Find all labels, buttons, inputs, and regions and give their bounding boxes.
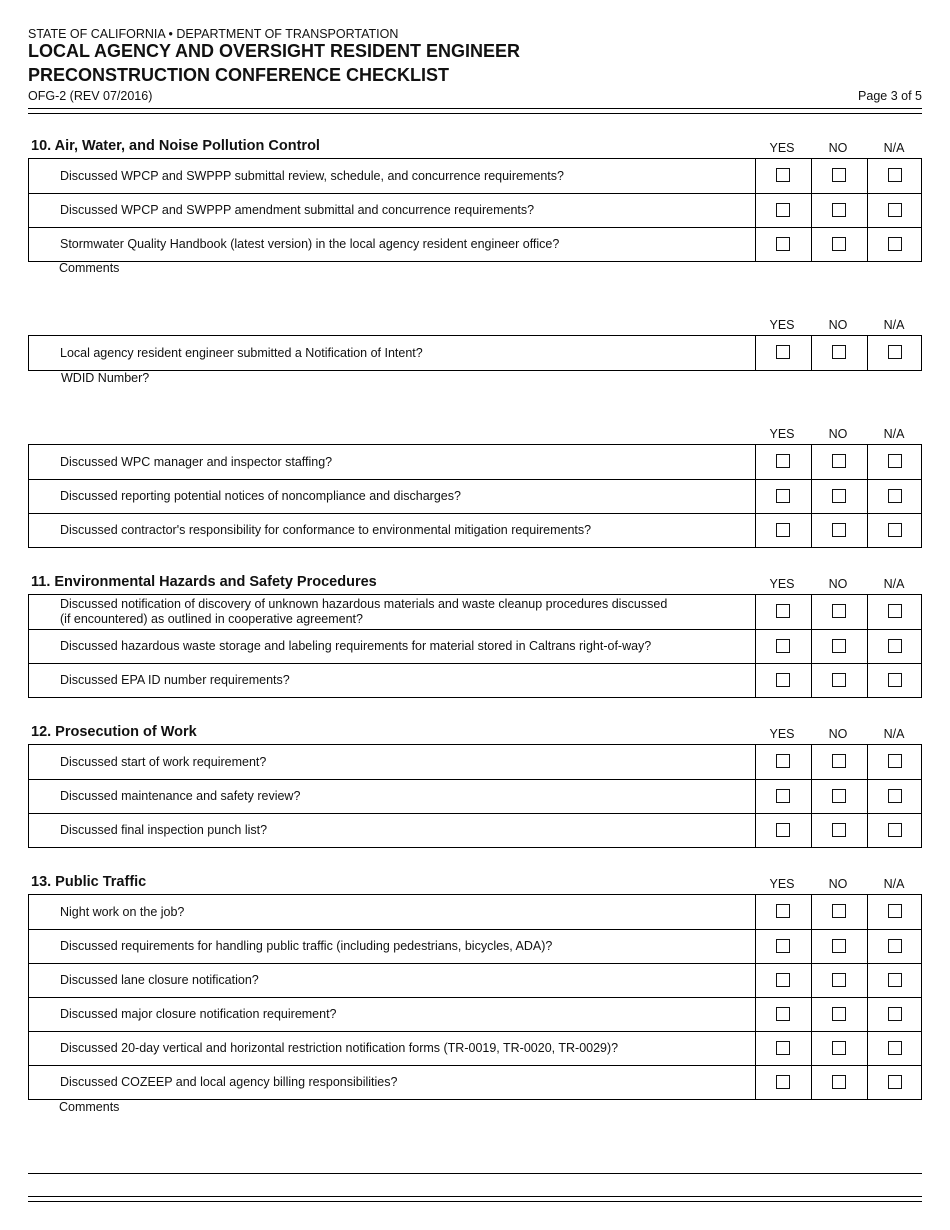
no-cell (811, 964, 867, 997)
no-cell (811, 194, 867, 227)
yes-cell (755, 514, 811, 547)
no-cell (811, 814, 867, 847)
no-checkbox[interactable] (832, 523, 846, 537)
checklist-row (29, 159, 921, 193)
section-title: 13. Public Traffic (31, 874, 147, 890)
no-cell (811, 336, 867, 370)
question-text: Discussed 20-day vertical and horizontal restriction notification forms (TR-0019, TR-0020, TR-0029)? (60, 1041, 619, 1055)
question-text: Discussed major closure notification requirement? (60, 1007, 337, 1021)
checklist-row (29, 479, 921, 513)
na-cell (867, 514, 923, 547)
na-checkbox[interactable] (888, 904, 902, 918)
na-cell (867, 930, 923, 963)
na-cell (867, 780, 923, 813)
na-checkbox[interactable] (888, 1007, 902, 1021)
no-checkbox[interactable] (832, 904, 846, 918)
yes-checkbox[interactable] (776, 1075, 790, 1089)
no-cell (811, 998, 867, 1031)
comments-label: Comments (59, 1100, 120, 1114)
question-text: Night work on the job? (60, 904, 185, 919)
na-cell (867, 445, 923, 479)
yes-checkbox[interactable] (776, 973, 790, 987)
yes-checkbox[interactable] (776, 673, 790, 687)
yes-checkbox[interactable] (776, 939, 790, 953)
column-header-na: N/A (883, 577, 905, 591)
column-header-no: NO (828, 318, 848, 332)
na-checkbox[interactable] (888, 454, 902, 468)
yes-cell (755, 745, 811, 779)
yes-cell (755, 780, 811, 813)
no-cell (811, 445, 867, 479)
no-checkbox[interactable] (832, 237, 846, 251)
column-header-yes: YES (769, 877, 795, 891)
no-checkbox[interactable] (832, 203, 846, 217)
yes-checkbox[interactable] (776, 203, 790, 217)
yes-checkbox[interactable] (776, 639, 790, 653)
checklist-table (28, 158, 922, 262)
header-divider-top (28, 108, 922, 109)
yes-checkbox[interactable] (776, 168, 790, 182)
checklist-table (28, 594, 922, 698)
column-header-yes: YES (769, 141, 795, 155)
form-title-line1: LOCAL AGENCY AND OVERSIGHT RESIDENT ENGINEER (28, 41, 521, 61)
na-checkbox[interactable] (888, 939, 902, 953)
no-checkbox[interactable] (832, 673, 846, 687)
yes-cell (755, 159, 811, 193)
question-text: Discussed lane closure notification? (60, 973, 259, 987)
yes-checkbox[interactable] (776, 823, 790, 837)
question-text: Stormwater Quality Handbook (latest version) in the local agency resident engineer office? (60, 237, 560, 251)
no-cell (811, 159, 867, 193)
na-checkbox[interactable] (888, 673, 902, 687)
page-number: Page 3 of 5 (858, 89, 922, 103)
question-text: Discussed notification of discovery of unknown hazardous materials and waste cleanup procedures discussed (if encountered) as outlined in cooperative agreement? (60, 597, 668, 626)
yes-cell (755, 664, 811, 697)
no-checkbox[interactable] (832, 1041, 846, 1055)
na-checkbox[interactable] (888, 203, 902, 217)
question-text: Discussed start of work requirement? (60, 754, 267, 769)
no-checkbox[interactable] (832, 604, 846, 618)
checklist-row (29, 513, 921, 547)
no-cell (811, 1066, 867, 1099)
no-checkbox[interactable] (832, 489, 846, 503)
question-text: Discussed requirements for handling public traffic (including pedestrians, bicycles, ADA)? (60, 939, 553, 953)
column-header-yes: YES (769, 318, 795, 332)
question-text: Discussed maintenance and safety review? (60, 789, 301, 803)
yes-cell (755, 895, 811, 929)
yes-checkbox[interactable] (776, 489, 790, 503)
form-title-line2: PRECONSTRUCTION CONFERENCE CHECKLIST (28, 65, 450, 85)
no-cell (811, 895, 867, 929)
yes-checkbox[interactable] (776, 904, 790, 918)
no-checkbox[interactable] (832, 639, 846, 653)
no-checkbox[interactable] (832, 939, 846, 953)
na-checkbox[interactable] (888, 604, 902, 618)
yes-cell (755, 930, 811, 963)
na-cell (867, 159, 923, 193)
no-cell (811, 930, 867, 963)
no-cell (811, 595, 867, 629)
section-title: 10. Air, Water, and Noise Pollution Control (31, 138, 320, 154)
question-text: Discussed WPCP and SWPPP amendment submittal and concurrence requirements? (60, 203, 535, 217)
no-cell (811, 228, 867, 261)
na-checkbox[interactable] (888, 754, 902, 768)
question-text: Discussed contractor's responsibility for conformance to environmental mitigation requirements? (60, 523, 592, 537)
section-title: 12. Prosecution of Work (31, 724, 197, 740)
yes-cell (755, 630, 811, 663)
no-cell (811, 780, 867, 813)
na-checkbox[interactable] (888, 489, 902, 503)
na-checkbox[interactable] (888, 639, 902, 653)
column-header-no: NO (828, 727, 848, 741)
yes-checkbox[interactable] (776, 345, 790, 359)
na-cell (867, 998, 923, 1031)
yes-checkbox[interactable] (776, 604, 790, 618)
yes-checkbox[interactable] (776, 523, 790, 537)
no-cell (811, 514, 867, 547)
column-header-na: N/A (883, 727, 905, 741)
no-checkbox[interactable] (832, 1007, 846, 1021)
na-checkbox[interactable] (888, 345, 902, 359)
na-checkbox[interactable] (888, 973, 902, 987)
na-checkbox[interactable] (888, 1075, 902, 1089)
question-text: Discussed WPCP and SWPPP submittal review, schedule, and concurrence requirements? (60, 168, 564, 183)
checklist-row (29, 929, 921, 963)
no-checkbox[interactable] (832, 789, 846, 803)
section-title: 11. Environmental Hazards and Safety Procedures (31, 574, 377, 590)
checklist-table (28, 744, 922, 848)
question-text: Discussed final inspection punch list? (60, 823, 268, 837)
yes-checkbox[interactable] (776, 754, 790, 768)
yes-checkbox[interactable] (776, 1007, 790, 1021)
checklist-row (29, 963, 921, 997)
wdid-number-label: WDID Number? (61, 371, 150, 385)
no-cell (811, 1032, 867, 1065)
footer-divider-top (28, 1196, 922, 1197)
yes-cell (755, 480, 811, 513)
checklist-table (28, 894, 922, 1100)
na-cell (867, 895, 923, 929)
question-text: Discussed WPC manager and inspector staffing? (60, 454, 333, 469)
question-text: Discussed hazardous waste storage and labeling requirements for material stored in Caltrans right-of-way? (60, 639, 652, 653)
na-cell (867, 336, 923, 370)
yes-cell (755, 998, 811, 1031)
question-text: Local agency resident engineer submitted a Notification of Intent? (60, 345, 423, 360)
checklist-table (28, 335, 922, 371)
yes-cell (755, 814, 811, 847)
na-cell (867, 745, 923, 779)
no-checkbox[interactable] (832, 345, 846, 359)
column-header-na: N/A (883, 318, 905, 332)
na-cell (867, 228, 923, 261)
na-checkbox[interactable] (888, 823, 902, 837)
checklist-row (29, 445, 921, 479)
yes-cell (755, 336, 811, 370)
na-cell (867, 1066, 923, 1099)
comments-label: Comments (59, 261, 120, 275)
na-cell (867, 480, 923, 513)
yes-cell (755, 595, 811, 629)
question-text: Discussed COZEEP and local agency billing responsibilities? (60, 1075, 398, 1089)
checklist-row (29, 997, 921, 1031)
na-checkbox[interactable] (888, 237, 902, 251)
no-cell (811, 664, 867, 697)
no-checkbox[interactable] (832, 973, 846, 987)
column-header-yes: YES (769, 577, 795, 591)
na-checkbox[interactable] (888, 523, 902, 537)
yes-checkbox[interactable] (776, 454, 790, 468)
na-cell (867, 630, 923, 663)
na-cell (867, 964, 923, 997)
yes-cell (755, 1032, 811, 1065)
column-header-no: NO (828, 141, 848, 155)
column-header-na: N/A (883, 877, 905, 891)
question-text: Discussed EPA ID number requirements? (60, 673, 290, 687)
column-header-no: NO (828, 877, 848, 891)
no-checkbox[interactable] (832, 168, 846, 182)
no-cell (811, 630, 867, 663)
no-checkbox[interactable] (832, 1075, 846, 1089)
no-checkbox[interactable] (832, 454, 846, 468)
column-header-yes: YES (769, 427, 795, 441)
checklist-row (29, 745, 921, 779)
form-number: OFG-2 (REV 07/2016) (28, 89, 153, 103)
checklist-row (29, 336, 921, 370)
question-text: Discussed reporting potential notices of noncompliance and discharges? (60, 489, 461, 503)
comments-line (28, 1173, 922, 1174)
checklist-row (29, 193, 921, 227)
checklist-row (29, 895, 921, 929)
checklist-table (28, 444, 922, 548)
checklist-row (29, 1031, 921, 1065)
na-cell (867, 664, 923, 697)
yes-cell (755, 194, 811, 227)
na-checkbox[interactable] (888, 789, 902, 803)
na-cell (867, 194, 923, 227)
yes-checkbox[interactable] (776, 789, 790, 803)
column-header-na: N/A (883, 141, 905, 155)
no-checkbox[interactable] (832, 754, 846, 768)
na-cell (867, 1032, 923, 1065)
checklist-row (29, 813, 921, 847)
na-cell (867, 595, 923, 629)
column-header-no: NO (828, 427, 848, 441)
footer-divider-bottom (28, 1201, 922, 1202)
checklist-row (29, 663, 921, 697)
column-header-yes: YES (769, 727, 795, 741)
agency-name: STATE OF CALIFORNIA • DEPARTMENT OF TRANSPORTATION (28, 27, 399, 41)
yes-cell (755, 964, 811, 997)
yes-cell (755, 445, 811, 479)
yes-cell (755, 1066, 811, 1099)
checklist-row (29, 779, 921, 813)
na-cell (867, 814, 923, 847)
no-checkbox[interactable] (832, 823, 846, 837)
no-cell (811, 745, 867, 779)
checklist-row (29, 629, 921, 663)
yes-checkbox[interactable] (776, 1041, 790, 1055)
column-header-na: N/A (883, 427, 905, 441)
column-header-no: NO (828, 577, 848, 591)
checklist-row (29, 227, 921, 261)
header-divider-bottom (28, 113, 922, 114)
yes-checkbox[interactable] (776, 237, 790, 251)
checklist-row (29, 1065, 921, 1099)
checklist-row (29, 595, 921, 629)
yes-cell (755, 228, 811, 261)
na-checkbox[interactable] (888, 1041, 902, 1055)
na-checkbox[interactable] (888, 168, 902, 182)
no-cell (811, 480, 867, 513)
